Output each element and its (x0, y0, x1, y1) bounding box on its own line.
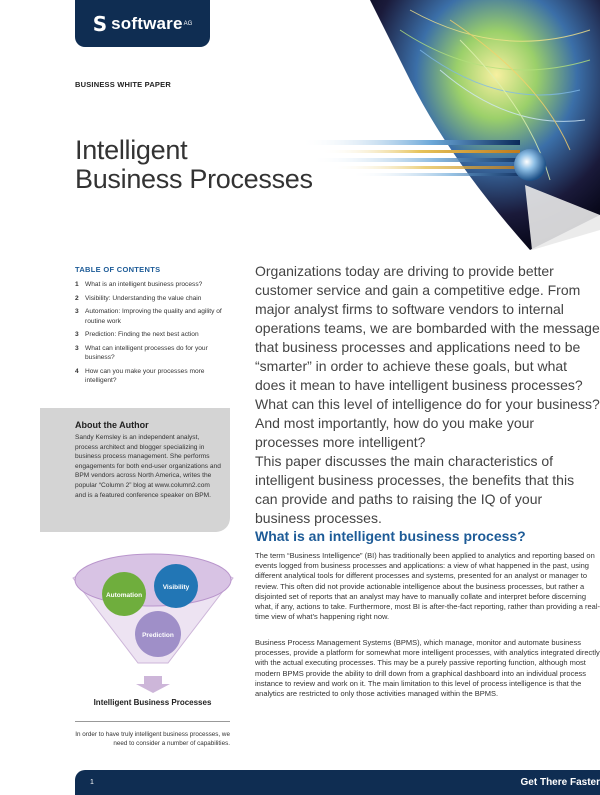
automation-label: Automation (105, 592, 143, 599)
section-heading: What is an intelligent business process? (255, 528, 526, 544)
body-paragraph-1: The term “Business Intelligence” (BI) has traditionally been applied to analytics and reporting based on events logged from business processes and applications: a view of what happened in the past, using different analytical tools for different processes and systems, presented for an analyst or manager to review. This often did not provide actionable intelligence about the business processes, but rather a disjointed set of reports that an analyst may have to manually collate and interpret before discerning what, if any, actions to take. Furthermore, most BI is after-the-fact reporting, rather than providing a real-time view of what’s happening right now. (255, 551, 600, 622)
toc-item[interactable] (75, 307, 235, 326)
brand-logo (75, 0, 210, 47)
toc-item-text: How can you make your processes more intelligent? (85, 367, 205, 384)
funnel-rim (75, 554, 231, 606)
document-type: BUSINESS WHITE PAPER (75, 80, 171, 89)
toc-item-text: Prediction: Finding the next best action (85, 331, 199, 338)
toc-heading: TABLE OF CONTENTS (75, 265, 161, 274)
caption-divider (75, 721, 230, 722)
footer-tagline: Get There Faster (520, 777, 600, 788)
page-footer (75, 770, 600, 795)
toc-item-text: Visibility: Understanding the value chain (85, 294, 202, 302)
lead-paragraph-1: Organizations today are driving to provide better customer service and gain a competitive edge. From major analyst firms to software vendors to internal operations teams, we are bombarded with the message that business processes and applications need to be “smarter” in order to achieve these goals, but what does it mean to have intelligent business processes? What can this level of intelligence do for your business? And most importantly, how do you make your processes more intelligent? (255, 263, 600, 450)
diagram-caption: Intelligent Business Processes (93, 698, 212, 707)
funnel-arrow-icon (136, 676, 170, 693)
hero-swirl-image (300, 0, 600, 250)
toc-item-text: What is an intelligent business process? (85, 281, 203, 288)
brand-name: software (111, 13, 183, 33)
page-number: 1 (90, 779, 94, 786)
toc-item[interactable] (75, 367, 235, 386)
title-line-1: Intelligent (75, 135, 188, 165)
toc-item-number: 3 (75, 344, 79, 352)
toc-item-text: What can intelligent processes do for your business? (85, 344, 208, 361)
brand-suffix: AG (183, 20, 193, 27)
author-bio: Sandy Kemsley is an independent analyst, process architect and blogger specializing in business process management. She performs engagements for both end-user organizations and BPM vendors across North America, writes the popular “Column 2” blog at www.column2.com and is a featured conference speaker on BPM. (75, 434, 221, 499)
table-of-contents (75, 265, 235, 390)
toc-item[interactable] (75, 330, 235, 340)
page-title (75, 136, 313, 194)
toc-item-number: 1 (75, 281, 79, 288)
author-heading: About the Author (75, 420, 149, 430)
body-paragraph-2: Business Process Management Systems (BPMS), which manage, monitor and automate business processes, provide a platform for somewhat more intelligent processes, with analytics integrated directly with the actual executing processes. This may be a purely passive reporting function, although most modern BPMS provide the ability to drill down from a graphical dashboard into an individual process instance to review and work on it. The main limitation to this level of process intelligence is that the analytics are restricted to only those activities managed within the BPMS. (255, 638, 600, 699)
intelligent-process-diagram (68, 548, 238, 693)
visibility-label: Visibility (162, 584, 190, 591)
toc-item[interactable] (75, 294, 235, 304)
toc-item-number: 2 (75, 294, 79, 302)
software-ag-logo-icon: S (92, 11, 108, 36)
toc-item[interactable] (75, 280, 235, 290)
toc-item-number: 4 (75, 367, 79, 375)
title-line-2: Business Processes (75, 164, 313, 194)
about-author-box (40, 408, 230, 532)
diagram-note: In order to have truly intelligent business processes, we need to consider a number of capabilities. (75, 731, 230, 747)
toc-item-number: 3 (75, 331, 79, 338)
lead-paragraph-2: This paper discusses the main characteristics of intelligent business processes, the benefits that this can provide and paths to raising the IQ of your business processes. (255, 453, 575, 526)
toc-item-number: 3 (75, 308, 79, 315)
toc-item-text: Automation: Improving the quality and agility of routine work (85, 308, 222, 325)
toc-item[interactable] (75, 344, 235, 363)
prediction-label: Prediction (142, 632, 174, 639)
